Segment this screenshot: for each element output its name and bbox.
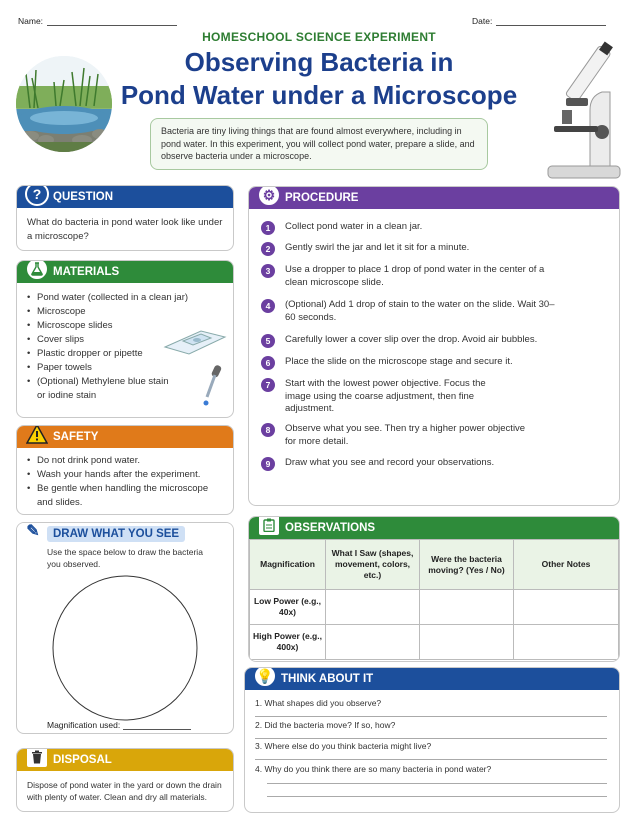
procedure-card: [248, 186, 620, 506]
table-header: Were the bacteria moving? (Yes / No): [420, 540, 514, 590]
gear-icon: ⚙: [257, 186, 281, 207]
procedure-step: 8 Observe what you see. Then try a higher power objective for more detail.: [261, 423, 531, 448]
question-icon: ?: [25, 185, 49, 206]
list-item: • Be gentle when handling the microscope and slides.: [27, 482, 223, 510]
drawing-circle[interactable]: [50, 573, 200, 723]
kicker-label: HOMESCHOOL SCIENCE EXPERIMENT: [202, 30, 436, 44]
page-title-line1: Observing Bacteria in: [184, 47, 454, 77]
table-cell[interactable]: [514, 625, 619, 660]
draw-header: ✎ DRAW WHAT YOU SEE: [17, 523, 233, 545]
think-question: 4. Why do you think there are so many bacteria in pond water?: [255, 764, 492, 774]
safety-header: SAFETY: [17, 426, 233, 448]
draw-instruction: Use the space below to draw the bacteria you observed.: [47, 547, 203, 569]
table-row: [250, 590, 619, 625]
answer-line[interactable]: [255, 759, 607, 760]
think-question: 2. Did the bacteria move? If so, how?: [255, 720, 396, 730]
observations-header: OBSERVATIONS: [249, 517, 619, 539]
answer-line[interactable]: [267, 796, 607, 797]
think-question: 1. What shapes did you observe?: [255, 698, 382, 708]
disposal-card: [16, 748, 234, 812]
lightbulb-icon: 💡: [253, 667, 277, 688]
procedure-step: 3 Use a dropper to place 1 drop of pond water in the center of a clean microscope slide.: [261, 264, 561, 289]
list-item: • Plastic dropper or pipette: [27, 347, 223, 361]
table-header: What I Saw (shapes, movement, colors, etc.): [326, 540, 420, 590]
list-item: • Paper towels: [27, 361, 223, 375]
list-item: • Microscope: [27, 305, 223, 319]
question-card: [16, 185, 234, 251]
list-item: • Pond water (collected in a clean jar): [27, 291, 223, 305]
date-field[interactable]: Date:: [472, 16, 606, 26]
table-cell[interactable]: [326, 625, 420, 660]
answer-line[interactable]: [255, 738, 607, 739]
think-card: [244, 667, 620, 813]
table-header: Other Notes: [514, 540, 619, 590]
procedure-step: 5 Carefully lower a cover slip over the drop. Avoid air bubbles.: [261, 334, 606, 347]
procedure-step: 6 Place the slide on the microscope stage and secure it.: [261, 356, 606, 369]
list-item: • Cover slips: [27, 333, 223, 347]
procedure-step: 1 Collect pond water in a clean jar.: [261, 221, 606, 234]
procedure-step: 9 Draw what you see and record your observations.: [261, 457, 606, 470]
list-item: • Microscope slides: [27, 319, 223, 333]
table-cell[interactable]: [420, 625, 514, 660]
observations-card: [248, 516, 620, 662]
row-label: Low Power (e.g., 40x): [250, 590, 326, 625]
table-header: Magnification: [250, 540, 326, 590]
list-item: • Do not drink pond water.: [27, 454, 223, 468]
procedure-step: 7 Start with the lowest power objective. Focus the image using the coarse adjustment, then fine adjustment.: [261, 378, 511, 416]
page-title-line2: Pond Water under a Microscope: [120, 80, 518, 110]
answer-line[interactable]: [267, 783, 607, 784]
disposal-header: DISPOSAL: [17, 749, 233, 771]
table-cell[interactable]: [514, 590, 619, 625]
observations-table: [249, 539, 619, 660]
microscope-illustration: [540, 40, 622, 180]
materials-card: [16, 260, 234, 418]
pencil-icon: ✎: [21, 522, 45, 543]
procedure-header: ⚙ PROCEDURE: [249, 187, 619, 209]
think-header: 💡 THINK ABOUT IT: [245, 668, 619, 690]
row-label: High Power (e.g., 400x): [250, 625, 326, 660]
materials-header: MATERIALS: [17, 261, 233, 283]
list-item: • Wash your hands after the experiment.: [27, 468, 223, 482]
draw-card: [16, 522, 234, 734]
flask-icon: [25, 260, 49, 281]
safety-card: [16, 425, 234, 515]
trash-icon: [25, 748, 49, 769]
intro-box: Bacteria are tiny living things that are found almost everywhere, including in pond water. In this experiment, you will collect pond water, prepare a slide, and observe bacteria under a microscope.: [150, 118, 488, 170]
table-cell[interactable]: [326, 590, 420, 625]
magnification-field[interactable]: Magnification used:: [47, 720, 191, 730]
clipboard-icon: [257, 516, 281, 537]
question-text: What do bacteria in pond water look like under a microscope?: [27, 217, 223, 242]
slide-illustration: [161, 327, 229, 357]
procedure-step: 2 Gently swirl the jar and let it sit for a minute.: [261, 242, 606, 255]
think-question: 3. Where else do you think bacteria might live?: [255, 741, 432, 751]
warning-icon: [25, 425, 49, 446]
safety-list: [17, 448, 233, 515]
procedure-step: 4 (Optional) Add 1 drop of stain to the water on the slide. Wait 30–60 seconds.: [261, 299, 561, 324]
list-item: • (Optional) Methylene blue stain or iodine stain: [27, 375, 177, 403]
answer-line[interactable]: [255, 716, 607, 717]
name-field[interactable]: Name:: [18, 16, 177, 26]
table-row: [250, 625, 619, 660]
disposal-text: Dispose of pond water in the yard or down the drain with plenty of water. Clean and dry all materials.: [27, 780, 222, 802]
question-header: ? QUESTION: [17, 186, 233, 208]
dropper-illustration: [201, 365, 223, 409]
table-cell[interactable]: [420, 590, 514, 625]
